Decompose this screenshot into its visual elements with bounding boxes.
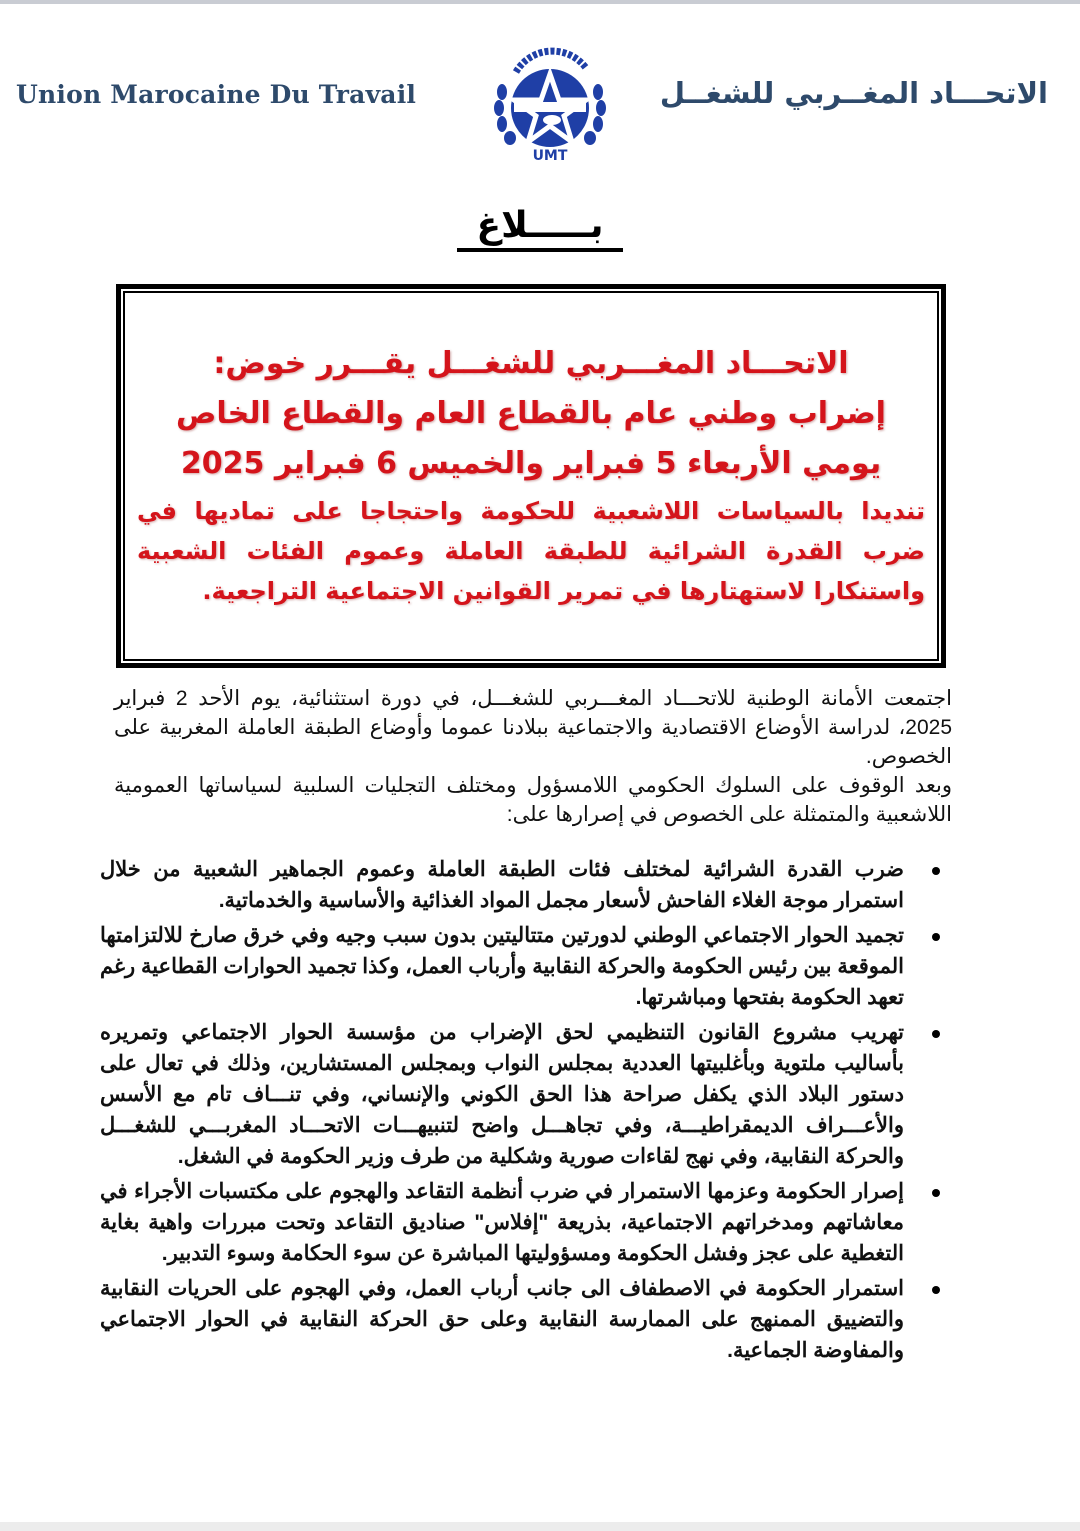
bullet-icon (932, 1189, 940, 1197)
list-item (100, 854, 904, 916)
bullet-icon (932, 867, 940, 875)
list-item-text: ضرب القدرة الشرائية لمختلف فئات الطبقة العاملة وعموم الجماهير الشعبية من خلال استمرار موجة الغلاء الفاحش لأسعار مجمل المواد الغذائية والأساسية والخدماتية. (100, 858, 904, 912)
announcement-headline-1: الاتحـــاد المغـــربي للشغـــل يقـــرر خوض: (213, 346, 849, 381)
list-item-text: استمرار الحكومة في الاصطفاف الى جانب أرباب العمل، وفي الهجوم على الحريات النقابية والتضييق الممنهج على الممارسة النقابية وعلى حق الحركة النقابية في الحوار الاجتماعي والمفاوضة الجماعية. (100, 1277, 904, 1362)
announcement-headline-3: يومي الأربعاء 5 فبراير والخميس 6 فبراير 2025 (180, 446, 882, 481)
bullet-icon (932, 933, 940, 941)
list-item-text: تجميد الحوار الاجتماعي الوطني لدورتين متتاليتين بدون سبب وجيه وفي خرق صارخ للالتزامتها الموقعة بين رئيس الحكومة والحركة النقابية وأرباب العمل، وكذا تجميد الحوارات القطاعية رغم تعهد الحكومة بفتحها ومباشرتها. (100, 924, 904, 1009)
document-title (440, 205, 640, 246)
umt-logo-icon (488, 42, 612, 164)
list-item (100, 1017, 904, 1172)
list-item (100, 1176, 904, 1269)
announcement-box (116, 284, 946, 668)
bottom-edge (0, 1522, 1080, 1531)
list-item (100, 1273, 904, 1366)
intro-paragraph-2: وبعد الوقوف على السلوك الحكومي اللامسؤول ومختلف التجليات السلبية لسياساتها العمومية اللاشعبية والمتمثلة على الخصوص في إصرارها على: (114, 774, 952, 826)
document-title-text: بـــــلاغ (457, 205, 624, 252)
announcement-subtext: تنديدا بالسياسات اللاشعبية للحكومة واحتجاجا على تماديها في ضرب القدرة الشرائية للطبقة العاملة وعموم الفئات الشعبية واستنكارا لاستهتارها في تمرير القوانين الاجتماعية التراجعية. (137, 497, 925, 605)
top-edge (0, 0, 1080, 4)
intro-section (114, 684, 952, 829)
org-name-latin: Union Marocaine Du Travail (16, 80, 417, 109)
bullet-icon (932, 1030, 940, 1038)
list-item (100, 920, 904, 1013)
announcement-content (131, 339, 931, 611)
svg-text:UMT: UMT (532, 148, 568, 164)
announcement-headline-2: إضراب وطني عام بالقطاع العام والقطاع الخاص (176, 396, 886, 431)
bullet-icon (932, 1286, 940, 1294)
intro-paragraph-1: اجتمعت الأمانة الوطنية للاتحـــاد المغـــربي للشغـــل، في دورة استثنائية، يوم الأحد 2 فبراير 2025، لدراسة الأوضاع الاقتصادية والاجتماعية ببلادنا عموما وأوضاع الطبقة العاملة المغربية على الخصوص. (114, 687, 952, 768)
org-name-arabic: الاتحـــاد المغــربي للشغــل (659, 76, 1048, 110)
list-item-text: إصرار الحكومة وعزمها الاستمرار في ضرب أنظمة التقاعد والهجوم على مكتسبات الأجراء في معاشاتهم ومدخراتهم الاجتماعية، بذريعة "إفلاس" صناديق التقاعد وتحت مبررات واهية بغاية التغطية على عجز وفشل الحكومة ومسؤوليتها المباشرة عن سوء الحكامة وسوء التدبير. (100, 1180, 904, 1265)
list-item-text: تهريب مشروع القانون التنظيمي لحق الإضراب من مؤسسة الحوار الاجتماعي وتمريره بأساليب ملتوية وبأغلبيتها العددية بمجلس النواب وبمجلس المستشارين، وذلك في تعال على دستور البلاد الذي يكفل صراحة هذا الحق الكوني والإنساني، وفي تنـــاف تام مع الأسس والأعـــراف الديمقراطيـــة، وفي تجاهـــل واضح لتنبيهـــات الاتحـــاد المغربـــي للشغـــل والحركة النقابية، وفي نهج لقاءات صورية وشكلية من طرف وزير الحكومة في الشغل. (100, 1021, 904, 1168)
grievance-list (100, 854, 952, 1370)
